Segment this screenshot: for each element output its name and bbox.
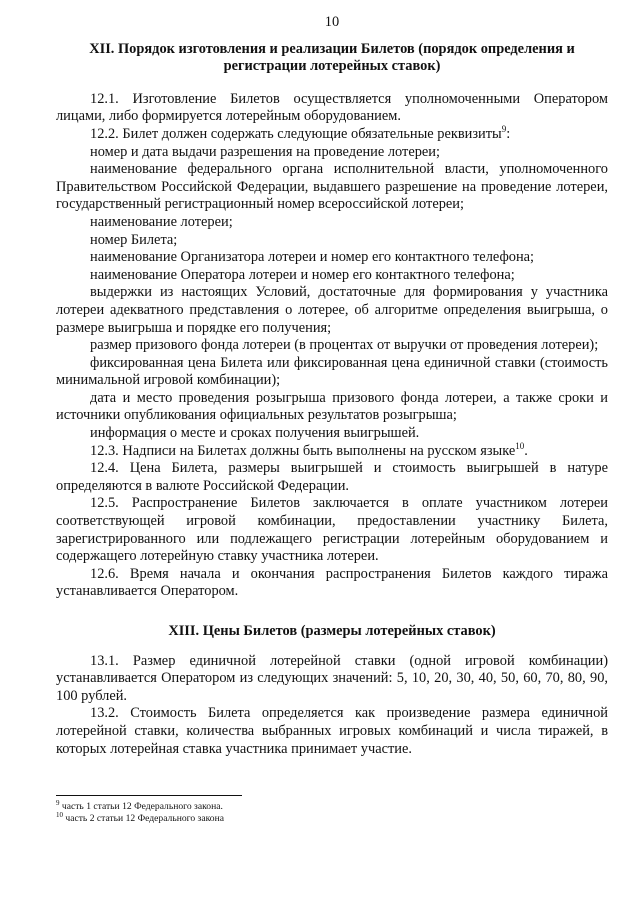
- paragraph-12-3-text: 12.3. Надписи на Билетах должны быть выполнены на русском языке: [90, 442, 516, 459]
- requisite-item: размер призового фонда лотереи (в процентах от выручки от проведения лотереи);: [90, 337, 599, 354]
- paragraph-12-2: [56, 126, 608, 144]
- requisite-item: номер и дата выдачи разрешения на проведение лотереи;: [90, 143, 440, 160]
- footnote-9: [56, 798, 596, 813]
- paragraph-13-2: 13.2. Стоимость Билета определяется как произведение размера единичной лотерейной ставки, количества выбранных игровых комбинаций и числа тиражей, в которых лотерейная ставка участника принимает участие.: [56, 705, 608, 757]
- footnote-mark: 10: [56, 810, 63, 819]
- footnote-ref-9[interactable]: 9: [501, 124, 507, 135]
- requisite-item: дата и место проведения розыгрыша призового фонда лотереи, а также сроки и источники опубликования официальных результатов розыгрыша;: [56, 389, 608, 424]
- paragraph-12-3: [56, 440, 608, 461]
- paragraph-12-5: 12.5. Распространение Билетов заключается в оплате участником лотереи соответствующей игровой комбинации, предоставлении участнику Билета, зарегистрированного или подлежащего регистрации лотерейным оборудованием и содержащего лотерейную ставку участника лотереи.: [56, 495, 608, 565]
- requisite-item: выдержки из настоящих Условий, достаточные для формирования у участника лотереи адекватного представления о лотерее, об алгоритме определения выигрыша, о размере выигрыша и порядке его получения;: [56, 284, 608, 336]
- footnote-text: часть 2 статьи 12 Федерального закона: [63, 813, 224, 824]
- section-12-heading: XII. Порядок изготовления и реализации Билетов (порядок определения и регистрации лотерейных ставок): [89, 40, 575, 75]
- paragraph-13-1: 13.1. Размер единичной лотерейной ставки (одной игровой комбинации) устанавливается Оператором из следующих значений: 5, 10, 20, 30, 40, 50, 60, 70, 80, 90, 100 рублей.: [56, 652, 608, 704]
- requisite-item: наименование лотереи;: [90, 213, 233, 230]
- footnote-ref-10[interactable]: 10: [515, 440, 525, 451]
- paragraph-12-2-colon: :: [506, 125, 511, 142]
- footnote-mark: 9: [56, 798, 60, 807]
- footnote-divider: [56, 795, 242, 796]
- requisite-item: наименование Организатора лотереи и номер его контактного телефона;: [90, 249, 535, 266]
- paragraph-12-3-period: .: [524, 442, 528, 459]
- requisite-item: фиксированная цена Билета или фиксированная цена единичной ставки (стоимость минимальной игровой комбинации);: [56, 354, 608, 389]
- paragraph-12-2-text: 12.2. Билет должен содержать следующие обязательные реквизиты: [90, 125, 502, 142]
- footnote-text: часть 1 статьи 12 Федерального закона.: [59, 801, 223, 812]
- footnote-10: [56, 810, 596, 825]
- requisite-item: наименование Оператора лотереи и номер его контактного телефона;: [90, 266, 515, 283]
- paragraph-12-1: 12.1. Изготовление Билетов осуществляется уполномоченными Оператором лицами, либо формируется лотерейным оборудованием.: [56, 90, 608, 125]
- paragraph-12-4: 12.4. Цена Билета, размеры выигрышей и стоимость выигрышей в натуре определяются в валюте Российской Федерации.: [56, 460, 608, 494]
- requisite-item: наименование федерального органа исполнительной власти, уполномоченного Правительством Российской Федерации, выдавшего разрешение на проведение лотереи, государственный регистрационный номер всероссийской лотереи;: [56, 161, 608, 213]
- paragraph-12-6: 12.6. Время начала и окончания распространения Билетов каждого тиража устанавливается Оператором.: [56, 565, 608, 600]
- page-number: 10: [324, 14, 340, 30]
- section-13-heading: XIII. Цены Билетов (размеры лотерейных ставок): [168, 623, 496, 639]
- footnotes: [56, 795, 596, 825]
- requisite-item: номер Билета;: [90, 231, 178, 248]
- requisite-item: информация о месте и сроках получения выигрышей.: [90, 425, 420, 442]
